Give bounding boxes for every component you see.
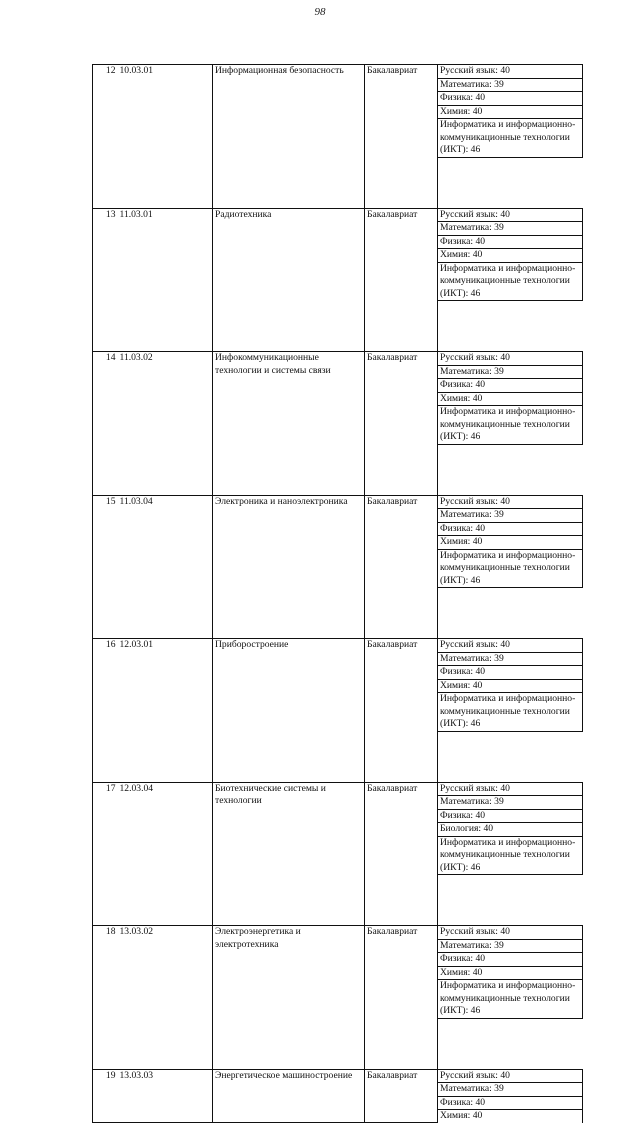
exam-requirement: Химия: 40 bbox=[438, 249, 583, 263]
education-level: Бакалавриат bbox=[365, 208, 438, 352]
program-name: Энергетическое машиностроение bbox=[213, 1069, 365, 1123]
education-level: Бакалавриат bbox=[365, 1069, 438, 1123]
exam-requirement: Русский язык: 40 bbox=[438, 352, 583, 366]
exam-requirement: Математика: 39 bbox=[438, 78, 583, 92]
education-level: Бакалавриат bbox=[365, 495, 438, 639]
education-level: Бакалавриат bbox=[365, 65, 438, 209]
spacer-cell bbox=[438, 444, 583, 495]
program-code: 11.03.01 bbox=[118, 208, 213, 352]
exam-requirement: Информатика и информационно-коммуникационные технологии (ИКТ): 46 bbox=[438, 693, 583, 732]
exam-requirement: Физика: 40 bbox=[438, 666, 583, 680]
exam-requirement: Физика: 40 bbox=[438, 92, 583, 106]
table-row bbox=[93, 639, 583, 653]
program-code: 13.03.02 bbox=[118, 926, 213, 1070]
education-level: Бакалавриат bbox=[365, 782, 438, 926]
exam-requirement: Математика: 39 bbox=[438, 365, 583, 379]
row-number: 18 bbox=[93, 926, 118, 1070]
row-number: 14 bbox=[93, 352, 118, 496]
row-number: 19 bbox=[93, 1069, 118, 1123]
row-number: 17 bbox=[93, 782, 118, 926]
exam-requirement: Химия: 40 bbox=[438, 105, 583, 119]
exam-requirement: Русский язык: 40 bbox=[438, 495, 583, 509]
exam-requirement: Русский язык: 40 bbox=[438, 782, 583, 796]
exam-requirement: Информатика и информационно-коммуникационные технологии (ИКТ): 46 bbox=[438, 262, 583, 301]
exam-requirement: Физика: 40 bbox=[438, 235, 583, 249]
program-name: Радиотехника bbox=[213, 208, 365, 352]
education-level: Бакалавриат bbox=[365, 352, 438, 496]
exam-requirement: Математика: 39 bbox=[438, 939, 583, 953]
exam-requirement: Информатика и информационно-коммуникационные технологии (ИКТ): 46 bbox=[438, 836, 583, 875]
exam-requirement: Физика: 40 bbox=[438, 379, 583, 393]
exam-requirement: Химия: 40 bbox=[438, 679, 583, 693]
page-number: 98 bbox=[314, 6, 326, 18]
exam-requirement: Химия: 40 bbox=[438, 536, 583, 550]
education-level: Бакалавриат bbox=[365, 926, 438, 1070]
exam-requirement: Информатика и информационно-коммуникационные технологии (ИКТ): 46 bbox=[438, 549, 583, 588]
table-row bbox=[93, 352, 583, 366]
program-code: 12.03.01 bbox=[118, 639, 213, 783]
table-row bbox=[93, 926, 583, 940]
exam-requirement: Физика: 40 bbox=[438, 1096, 583, 1110]
spacer-cell bbox=[438, 731, 583, 782]
program-code: 10.03.01 bbox=[118, 65, 213, 209]
exam-requirement: Информатика и информационно-коммуникационные технологии (ИКТ): 46 bbox=[438, 980, 583, 1019]
admission-table bbox=[92, 64, 583, 1123]
program-code: 12.03.04 bbox=[118, 782, 213, 926]
table-row bbox=[93, 208, 583, 222]
row-number: 13 bbox=[93, 208, 118, 352]
exam-requirement: Русский язык: 40 bbox=[438, 65, 583, 79]
spacer-cell bbox=[438, 1018, 583, 1069]
exam-requirement: Биология: 40 bbox=[438, 823, 583, 837]
education-level: Бакалавриат bbox=[365, 639, 438, 783]
table-row bbox=[93, 495, 583, 509]
program-code: 11.03.04 bbox=[118, 495, 213, 639]
exam-requirement: Химия: 40 bbox=[438, 966, 583, 980]
exam-requirement: Математика: 39 bbox=[438, 652, 583, 666]
program-name: Биотехнические системы и технологии bbox=[213, 782, 365, 926]
spacer-cell bbox=[438, 588, 583, 639]
exam-requirement: Информатика и информационно-коммуникационные технологии (ИКТ): 46 bbox=[438, 119, 583, 158]
row-number: 15 bbox=[93, 495, 118, 639]
exam-requirement: Химия: 40 bbox=[438, 392, 583, 406]
program-name: Электроника и наноэлектроника bbox=[213, 495, 365, 639]
row-number: 12 bbox=[93, 65, 118, 209]
spacer-cell bbox=[438, 875, 583, 926]
exam-requirement: Математика: 39 bbox=[438, 1083, 583, 1097]
exam-requirement: Химия: 40 bbox=[438, 1110, 583, 1123]
exam-requirement: Русский язык: 40 bbox=[438, 926, 583, 940]
exam-requirement: Физика: 40 bbox=[438, 809, 583, 823]
exam-requirement: Русский язык: 40 bbox=[438, 1069, 583, 1083]
row-number: 16 bbox=[93, 639, 118, 783]
program-name: Приборостроение bbox=[213, 639, 365, 783]
spacer-cell bbox=[438, 301, 583, 352]
program-name: Информационная безопасность bbox=[213, 65, 365, 209]
table-row bbox=[93, 782, 583, 796]
table-row bbox=[93, 1069, 583, 1083]
exam-requirement: Русский язык: 40 bbox=[438, 639, 583, 653]
exam-requirement: Математика: 39 bbox=[438, 796, 583, 810]
exam-requirement: Математика: 39 bbox=[438, 509, 583, 523]
program-name: Электроэнергетика и электротехника bbox=[213, 926, 365, 1070]
exam-requirement: Физика: 40 bbox=[438, 522, 583, 536]
table-row bbox=[93, 65, 583, 79]
exam-requirement: Информатика и информационно-коммуникационные технологии (ИКТ): 46 bbox=[438, 406, 583, 445]
exam-requirement: Физика: 40 bbox=[438, 953, 583, 967]
program-code: 13.03.03 bbox=[118, 1069, 213, 1123]
program-name: Инфокоммуникационные технологии и системы связи bbox=[213, 352, 365, 496]
spacer-cell bbox=[438, 157, 583, 208]
program-code: 11.03.02 bbox=[118, 352, 213, 496]
exam-requirement: Математика: 39 bbox=[438, 222, 583, 236]
exam-requirement: Русский язык: 40 bbox=[438, 208, 583, 222]
